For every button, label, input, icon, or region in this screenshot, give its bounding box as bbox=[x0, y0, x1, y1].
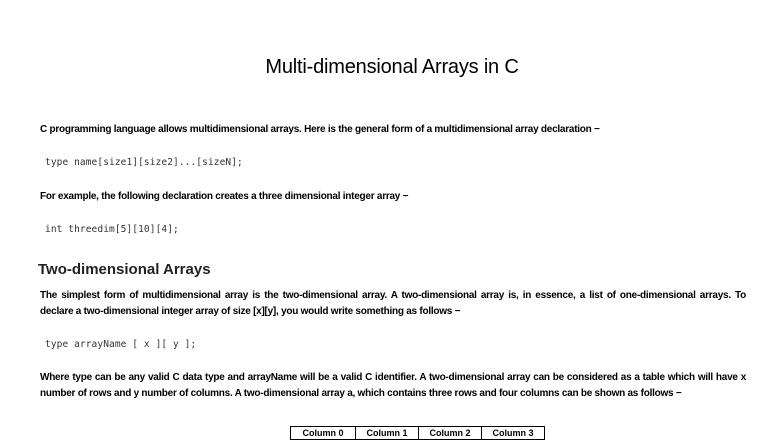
table-header-row bbox=[291, 427, 545, 440]
table-header-column-1: Column 1 bbox=[356, 427, 419, 440]
where-text-middle: can be any valid C data type and bbox=[91, 372, 248, 383]
simplest-paragraph: The simplest form of multidimensional array is the two-dimensional array. A two-dimensional array is, in essence, a list of one-dimensional arrays. To declare a two-dimensional integer array of size [x][y], you would write something as follows − bbox=[40, 290, 746, 317]
table-header-column-2: Column 2 bbox=[419, 427, 482, 440]
page-title: Multi-dimensional Arrays in C bbox=[265, 56, 519, 78]
intro-paragraph: C programming language allows multidimensional arrays. Here is the general form of a multidimensional array declaration − bbox=[40, 124, 600, 135]
code-example-declaration: int threedim[5][10][4]; bbox=[45, 224, 179, 235]
where-type-term: type bbox=[72, 372, 92, 383]
example-paragraph: For example, the following declaration creates a three dimensional integer array − bbox=[40, 191, 409, 202]
code-general-declaration: type name[size1][size2]...[sizeN]; bbox=[45, 157, 243, 168]
where-text-after: will be a valid C identifier. A two-dimensional array can be considered as a table which will have x number of rows and y number of columns. A two-dimensional array a, which contains three rows and four columns can be shown as follows − bbox=[40, 372, 747, 399]
where-paragraph bbox=[40, 370, 746, 402]
table-header-column-0: Column 0 bbox=[291, 427, 356, 440]
table-header-column-3: Column 3 bbox=[482, 427, 545, 440]
where-arrayname-term: arrayName bbox=[247, 372, 298, 383]
code-2d-declaration: type arrayName [ x ][ y ]; bbox=[45, 339, 197, 350]
array-table bbox=[290, 426, 545, 440]
where-text-before: Where bbox=[40, 372, 73, 383]
section-heading: Two-dimensional Arrays bbox=[38, 261, 211, 278]
